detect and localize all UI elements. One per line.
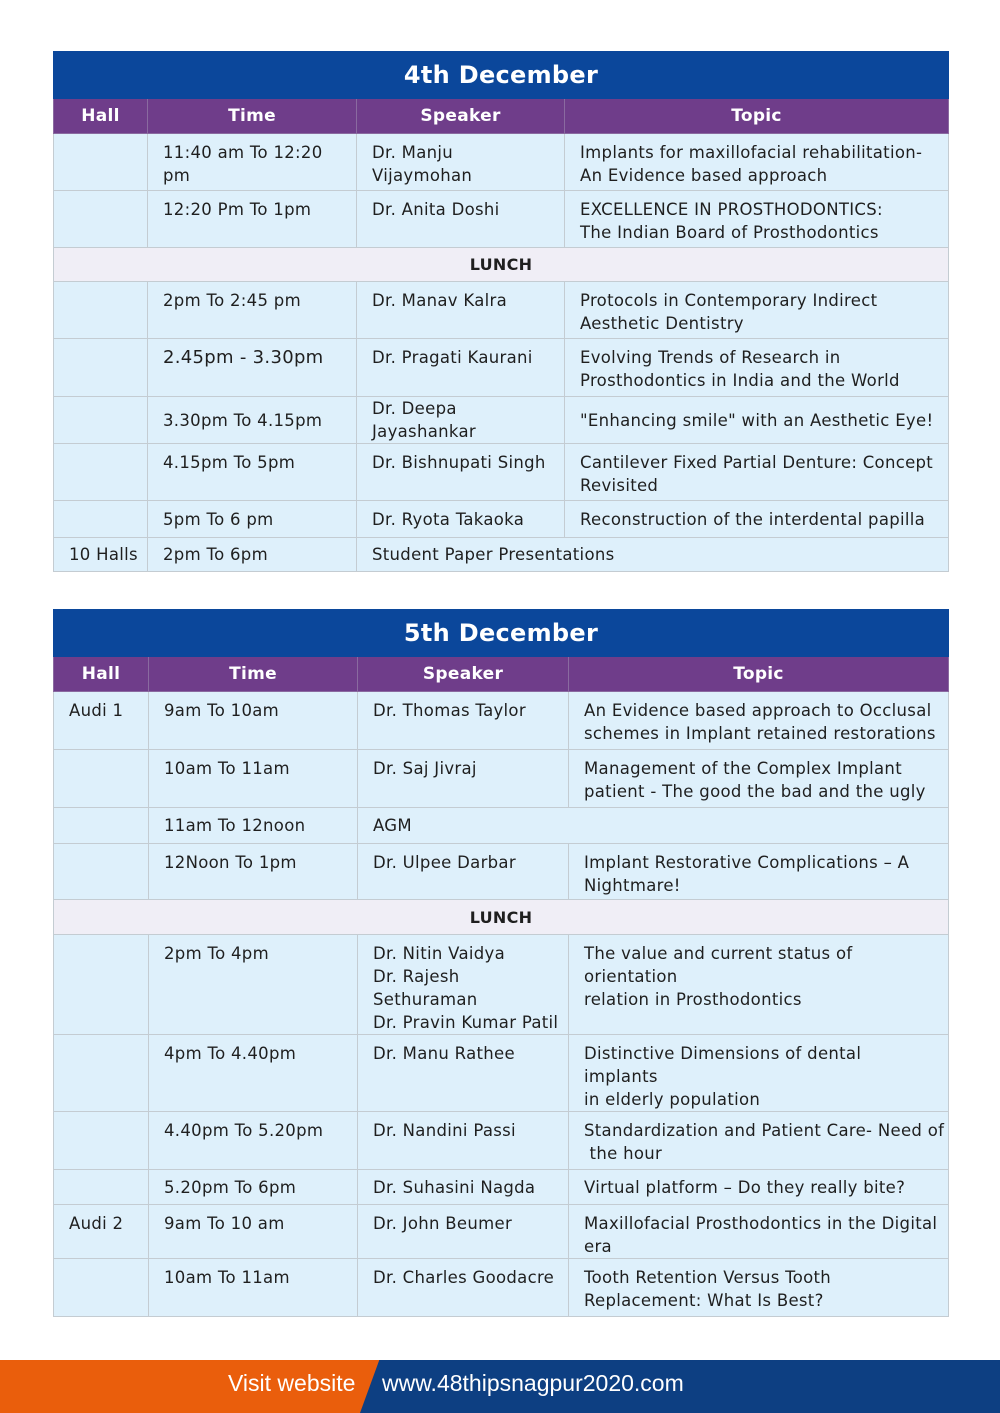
speaker-cell: Dr. Deepa Jayashankar [357, 397, 565, 444]
topic-cell: Evolving Trends of Research in Prosthodontics in India and the World [565, 339, 949, 397]
table-row [54, 1205, 949, 1259]
topic-cell: Distinctive Dimensions of dental implants in elderly population [569, 1035, 949, 1112]
table-row [54, 844, 949, 900]
speaker-cell: Dr. Charles Goodacre [358, 1259, 569, 1317]
table-row [54, 397, 949, 444]
speaker-cell: Dr. Ulpee Darbar [358, 844, 569, 900]
table-row [54, 1035, 949, 1112]
table-row [54, 1259, 949, 1317]
table-row [54, 134, 949, 191]
speaker-cell: Dr. Manju Vijaymohan [357, 134, 565, 191]
column-header-speaker: Speaker [357, 99, 565, 134]
time-cell: 3.30pm To 4.15pm [148, 397, 357, 444]
topic-cell: Protocols in Contemporary Indirect Aesthetic Dentistry [565, 282, 949, 339]
merged-cell: AGM [358, 808, 949, 844]
day-title: 5th December [54, 610, 949, 657]
time-cell: 4.40pm To 5.20pm [149, 1112, 358, 1170]
column-header-time: Time [148, 99, 357, 134]
speaker-cell: Dr. John Beumer [358, 1205, 569, 1259]
time-cell: 4.15pm To 5pm [148, 444, 357, 501]
column-header-topic: Topic [569, 657, 949, 692]
table-row [54, 808, 949, 844]
table-row [54, 692, 949, 750]
hall-cell [54, 1259, 149, 1317]
topic-cell: Tooth Retention Versus Tooth Replacement: What Is Best? [569, 1259, 949, 1317]
visit-website-label[interactable]: Visit website [228, 1370, 356, 1396]
time-cell: 10am To 11am [149, 1259, 358, 1317]
time-cell: 2.45pm - 3.30pm [148, 339, 357, 397]
table-row [54, 935, 949, 1035]
hall-cell [54, 191, 148, 248]
hall-cell: Audi 2 [54, 1205, 149, 1259]
topic-cell: Virtual platform – Do they really bite? [569, 1170, 949, 1205]
speaker-cell: Dr. Bishnupati Singh [357, 444, 565, 501]
column-header-hall: Hall [54, 657, 149, 692]
schedule-table-4th-december [53, 51, 949, 572]
hall-cell [54, 501, 148, 538]
lunch-row [54, 248, 949, 282]
lunch-row [54, 900, 949, 935]
column-header-topic: Topic [565, 99, 949, 134]
day-title: 4th December [54, 52, 949, 99]
speaker-cell: Dr. Ryota Takaoka [357, 501, 565, 538]
hall-cell [54, 1035, 149, 1112]
speaker-cell: Dr. Saj Jivraj [358, 750, 569, 808]
topic-cell: Standardization and Patient Care- Need of the hour [569, 1112, 949, 1170]
time-cell: 9am To 10am [149, 692, 358, 750]
table-row [54, 339, 949, 397]
topic-cell: Reconstruction of the interdental papilla [565, 501, 949, 538]
speaker-cell: Dr. Nandini Passi [358, 1112, 569, 1170]
footer-banner[interactable] [0, 1360, 1000, 1413]
topic-cell: An Evidence based approach to Occlusal schemes in Implant retained restorations [569, 692, 949, 750]
topic-cell: Maxillofacial Prosthodontics in the Digital era [569, 1205, 949, 1259]
column-header-time: Time [149, 657, 358, 692]
time-cell: 2pm To 6pm [148, 538, 357, 572]
time-cell: 12:20 Pm To 1pm [148, 191, 357, 248]
speaker-cell: Dr. Nitin Vaidya Dr. Rajesh Sethuraman Dr. Pravin Kumar Patil [358, 935, 569, 1035]
table-row [54, 191, 949, 248]
hall-cell: 10 Halls [54, 538, 148, 572]
time-cell: 11am To 12noon [149, 808, 358, 844]
time-cell: 10am To 11am [149, 750, 358, 808]
website-url-link[interactable]: www.48thipsnagpur2020.com [382, 1370, 684, 1396]
hall-cell [54, 935, 149, 1035]
table-row [54, 282, 949, 339]
time-cell: 9am To 10 am [149, 1205, 358, 1259]
speaker-cell: Dr. Suhasini Nagda [358, 1170, 569, 1205]
hall-cell [54, 750, 149, 808]
table-row [54, 444, 949, 501]
topic-cell: Management of the Complex Implant patient - The good the bad and the ugly [569, 750, 949, 808]
hall-cell [54, 134, 148, 191]
time-cell: 2pm To 2:45 pm [148, 282, 357, 339]
hall-cell [54, 444, 148, 501]
time-cell: 2pm To 4pm [149, 935, 358, 1035]
hall-cell [54, 844, 149, 900]
time-cell: 4pm To 4.40pm [149, 1035, 358, 1112]
topic-cell: The value and current status of orientation relation in Prosthodontics [569, 935, 949, 1035]
time-cell: 12Noon To 1pm [149, 844, 358, 900]
time-cell: 5.20pm To 6pm [149, 1170, 358, 1205]
speaker-cell: Dr. Thomas Taylor [358, 692, 569, 750]
schedule-table-5th-december [53, 609, 949, 1317]
speaker-cell: Dr. Anita Doshi [357, 191, 565, 248]
table-row [54, 750, 949, 808]
column-header-speaker: Speaker [358, 657, 569, 692]
topic-cell: Implants for maxillofacial rehabilitation- An Evidence based approach [565, 134, 949, 191]
table-row [54, 1112, 949, 1170]
table-row [54, 501, 949, 538]
speaker-cell: Dr. Manav Kalra [357, 282, 565, 339]
hall-cell [54, 339, 148, 397]
time-cell: 5pm To 6 pm [148, 501, 357, 538]
hall-cell [54, 397, 148, 444]
time-cell: 11:40 am To 12:20 pm [148, 134, 357, 191]
topic-cell: "Enhancing smile" with an Aesthetic Eye! [565, 397, 949, 444]
topic-cell: EXCELLENCE IN PROSTHODONTICS: The Indian Board of Prosthodontics [565, 191, 949, 248]
lunch-label: LUNCH [54, 900, 949, 935]
table-row [54, 538, 949, 572]
topic-cell: Implant Restorative Complications – A Nightmare! [569, 844, 949, 900]
hall-cell [54, 282, 148, 339]
speaker-cell: Dr. Pragati Kaurani [357, 339, 565, 397]
hall-cell [54, 808, 149, 844]
column-header-hall: Hall [54, 99, 148, 134]
speaker-cell: Dr. Manu Rathee [358, 1035, 569, 1112]
table-row [54, 1170, 949, 1205]
hall-cell [54, 1112, 149, 1170]
merged-cell: Student Paper Presentations [357, 538, 949, 572]
topic-cell: Cantilever Fixed Partial Denture: Concept Revisited [565, 444, 949, 501]
lunch-label: LUNCH [54, 248, 949, 282]
hall-cell: Audi 1 [54, 692, 149, 750]
hall-cell [54, 1170, 149, 1205]
